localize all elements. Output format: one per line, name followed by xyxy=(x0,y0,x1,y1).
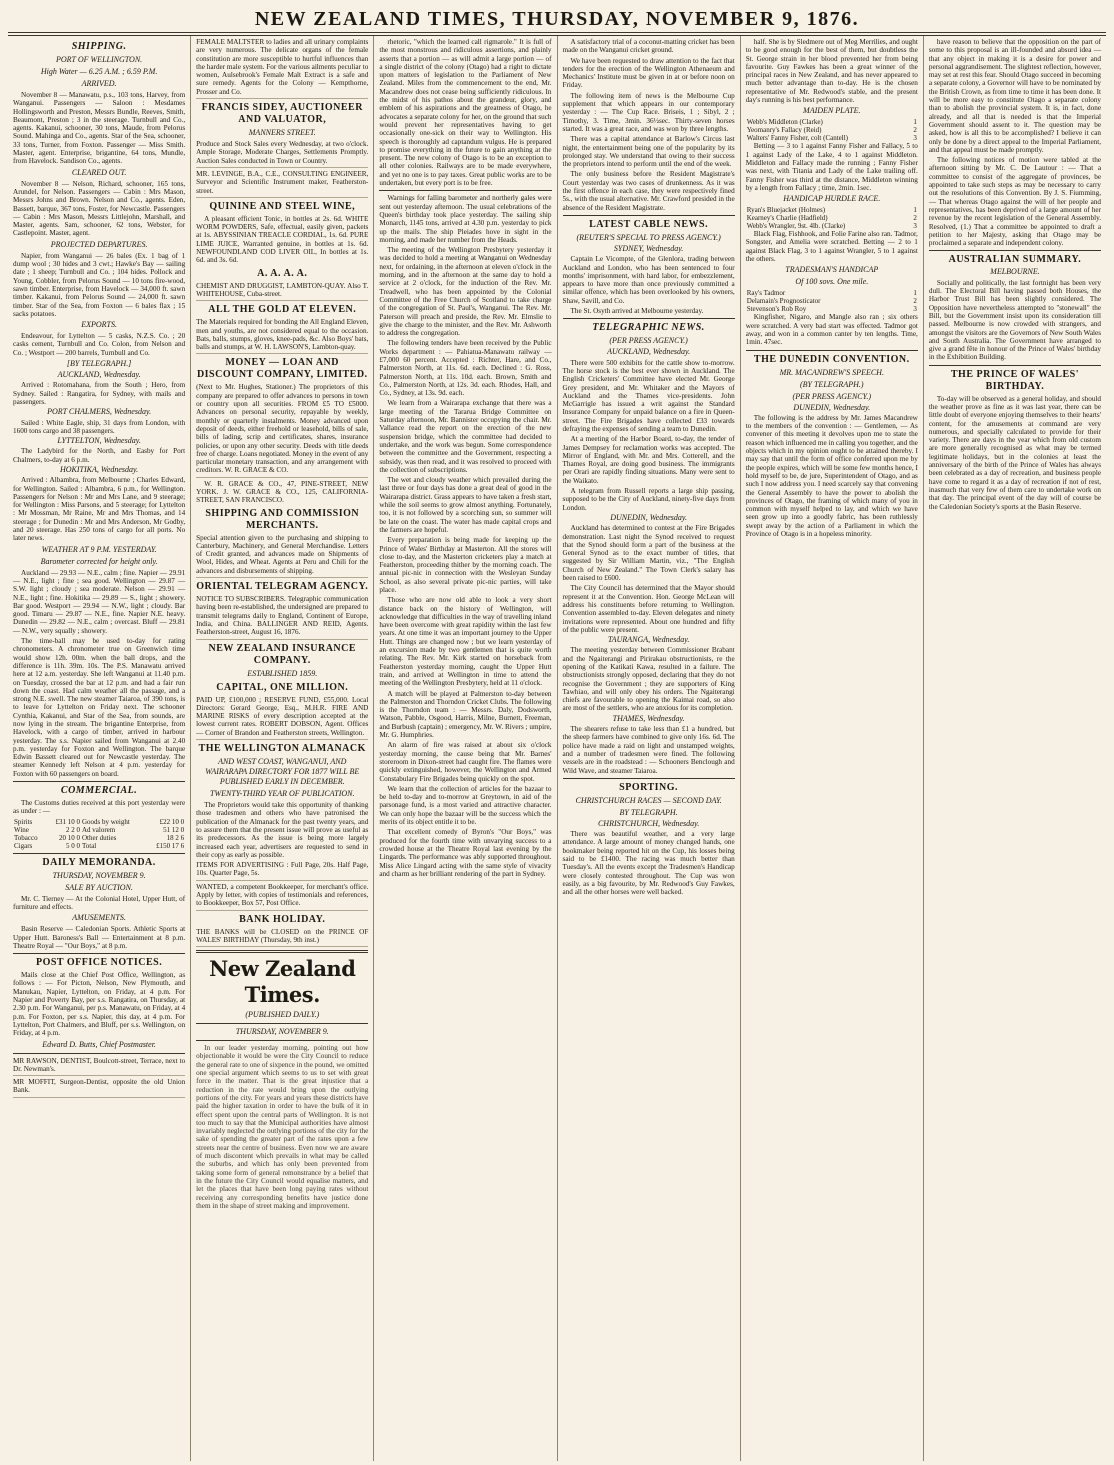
customs-row-cell: Wine xyxy=(14,825,29,834)
exports-text: Endeavour, for Lyttelton — 5 casks, N.Z.S. Co. ; 20 casks cement, Turnbull and Co. Colon, from Nelson and Co. ; Westport — 200 barrels, Turnbull and Co. xyxy=(13,332,186,357)
maiden-plate-text: Betting — 3 to 1 against Fanny Fisher and Fallacy, 5 to 1 against Lady of the Lake, 4 to 1 against Middleton. Middleton and Fallacy made the running ; Fanny Fisher was next, with Titania and Lady of the Lake trailing off. Fanny Fisher was third at the distance, Middleton winning by a length from Fallacy ; time, 2min. 1sec. xyxy=(745,142,918,192)
editorial-text: In our leader yesterday morning, pointing out how objectionable it would be were the City Council to reduce the general rate to one of sixpence in the pound, we omitted one special argument which seems to us to set with great force in the matter. That is the great injustice that a reduction in the rate would bring upon the outlying portions of the city. For years and years these districts have paid the higher taxation in order to have the bulk of it in effect spent upon the central parts of Wellington. It is not too much to say that the Municipal authorities have almost invariably neglected the outlying portions of the city for the sake of spending the greater part of the rates upon a few streets near the centre of business. Even now we are aware of much discontent which prevails in what may be called the suburbs, and which has only been prevented from taking some form of general remonstrance by a belief that in the future the City Council would equalise matters, and let the places that have been long paying rates without receiving any corresponding benefits have justice done them in the shape of street making and improvement. xyxy=(196,1044,369,1210)
divider xyxy=(563,778,735,779)
fire-alarm-text: An alarm of fire was raised at about six o'clock yesterday morning, the cause being that Mr. Barnes' storeroom in Dixon-street had caught fire. The flames were quickly extinguished, however, the Wellington and Armed Constabulary Fire Brigades being quickly on the spot. xyxy=(379,741,552,783)
australian-summary-text: Socially and politically, the last fortnight has been very dull. The Electoral Bill having passed both Houses, the Harbor Trust Bill has been slightly considered. The Opposition have nevertheless attempted to "stonewall" the Bill, but the Government insist upon its consideration till passed. Melbourne is now crowded with strangers, and amongst the visitors are the Governors of New South Wales and South Australia. The Government have arranged to give a grand fête in honour of the Prince of Wales' birthday in the Exhibition Building. xyxy=(928,278,1102,362)
cable-text: Captain Le Vicompte, of the Glenlora, trading between Auckland and London, who has been sentenced to four months' imprisonment, with hard labor, for embezzlement, appears to have more than once previously committed a similar offence, which has been overlooked by his owners, Shaw, Savill, and Co. xyxy=(562,255,735,305)
customs-row-cell: £22 10 0 xyxy=(159,817,185,826)
customs-row-cell: Cigars xyxy=(14,841,33,850)
editorial-continued: rhetoric, "which the learned call rigmarole." It is full of the most monstrous and ridiculous assertions, and plainly asserts that a portion — as will admit a large portion — of a single district of the colony (Otago) had a right to dictate upon matters of legislation to the Parliament of New Zealand. Miles from the commencement to the end, Mr. Macandrew does not cease being sufficiently ridiculous. In the midst of his pathos about the grandeur, glory, and emblem of his aspirations and the greatness of Otago, he advocates a separate colony for her, on the ground that such would prevent her representatives having to get occasionally one-sick on their way to Wellington. His speech is thoroughly ad captandum vulgus. He is prepared to promise everything in the future to gain anything at the present. The new colony of Otago is to be an exception to all other colonies. Railways are to be made everywhere, and yet no one is to pay taxes. Great public works are to be undertaken, but every port is to be free. xyxy=(379,38,552,188)
customs-row-cell: 18 2 6 xyxy=(166,833,185,842)
auckland-news-text: There were 500 exhibits for the cattle show to-morrow. The horse stock is the best ever shown in Auckland. The English Cricketers' Committee have elected Mr. George Grey president, and Mr. Whitaker and the Mayors of Auckland and the Thames vice-presidents. John McGarrigle has issued a writ against the Standard Insurance Company for unpaid balance on a fire in Queen-street. The Fire Brigades have collected £33 towards defraying the expenses of sending a team to Dunedin. xyxy=(562,358,735,433)
arrivals-text: November 8 — Manawatu, p.s., 103 tons, Harvey, from Wanganui. Passengers — Saloon : Mesdames Hollingsworth and Preston, Messrs Bundle, Reeves, Smith, Beaumont, Preston ; 3 in the steerage. Turnbull and Co., agents. Kakanui, schooner, 30 tons, Maude, from Pelorus Sound. Mahinga and Co., agents. Star of the Sea, schooner, 33 tons, Turner, from Foxton. Passenger — Miss Smith. Master, agent. Enterprise, brigantine, 64 tons, Mundle, from Havelock. Sandison Co., agents. xyxy=(13,91,186,166)
telegraphic-news-source: (PER PRESS AGENCY.) xyxy=(609,336,688,346)
arrived-heading: ARRIVED. xyxy=(81,79,117,88)
result-row-cell: 2 xyxy=(913,126,917,135)
convention-dateline: DUNEDIN, Wednesday. xyxy=(793,402,871,412)
result-row-cell: 1 xyxy=(913,289,917,298)
sidey-ad-text: Produce and Stock Sales every Wednesday, at two o'clock. Ample Storage, Moderate Charges, Settlements Promptly. Auction Sales conducted in Town or Country. xyxy=(196,140,368,168)
post-office-signature: Edward D. Butts, Chief Postmaster. xyxy=(42,1039,156,1049)
eleven-ad-text: The Materials required for bonding the All England Eleven, men and youths, are not considered equal to the occasion. Bats, balls, stumps, gloves, knee-pads, &c. Also Boys' bats, balls and stumps, at W. H. LAWSON'S, Lambton-quay. xyxy=(196,318,368,354)
result-row-cell: Walters' Fanny Fisher, colt (Cantell) xyxy=(746,134,848,143)
convention-subheading: MR. MACANDREW'S SPEECH. xyxy=(779,367,884,377)
result-row-cell: Stevenson's Rob Roy xyxy=(746,305,807,314)
result-row-cell: 1 xyxy=(913,118,917,127)
convention-resolutions: The following notices of motion were tabled at the afternoon sitting by Mr. C. De Lautour : — That a committee to consist of the aggregate of provinces, be appointed to take such steps as may be necessary to carry out the resolutions of this Convention. By J. S. Fiumming, — That whereas Otago against the will of her people and representatives, has been deprived of a large amount of her revenue by the recent legislation of the General Assembly. Resolved, (1.) That a committee be appointed to draft a petition to her Majesty, asking that Otago may be proclaimed a separate and independent colony. xyxy=(928,156,1102,248)
cricket-match-text: A match will be played at Palmerston to-day between the Palmerston and Thorndon Cricket Clubs. The following is the Thorndon team : — Messrs. Daly, Dodsworth, Watson, Pabble, Osgood, Harris, Milne, Burnett, Freeman, and Burbush (captain) ; emergency, Mr. W. Rivers ; umpire, Mr. G. Humphries. xyxy=(379,689,552,740)
australian-summary-dateline: MELBOURNE. xyxy=(990,267,1040,277)
levinge-ad: MR. LEVINGE, B.A., C.E., CONSULTING ENGINEER, Surveyor and Scientific Instrument maker, Featherston-street. xyxy=(196,170,368,198)
prince-birthday-text: To-day will be observed as a general holiday, and should the weather prove as fine as it was last year, there can be little doubt of everyone enjoying themselves to their hearts' content, for the amusements at command are very numerous, and specially calculated to provide for their variety. There are days in the year which from old custom are more generally recognised as what may be termed legitimate holidays, but in the colonies at least the anniversary of the birth of the Prince of Wales has always been celebrated as a day of recreation, and business people have come to regard it as a day of recreation if not of rest, inasmuch that very few of them care to undertake work on that day. The principal event of the day will of course be the Caledonian Society's sports at the Basin Reserve. xyxy=(928,394,1102,511)
melbourne-cup-text: The following item of news is the Melbourne Cup supplement that which appears in our contemporary yesterday : — The Cup Race. Briseis, 1 ; Sibyl, 2 ; Timothy, 3. Time, 3min. 36½sec. Thirty-seven horses started. It was a great race, and was won by three lengths. xyxy=(562,91,735,133)
russell-text: A telegram from Russell reports a large ship passing, supposed to be the City of Auckland, ninety-five days from London. xyxy=(562,487,735,512)
birthday-preparations-text: Every preparation is being made for keeping up the Prince of Wales' Birthday at Masterton. All the stores will close to-day, and the Masterton cricketers play a match at Featherston, proceeding thither by the morning coach. The annual pic-nic in connection with the Wesleyan Sunday School, as also several private pic-nic parties, will take place. xyxy=(379,536,552,594)
hokitika-dateline: HOKITIKA, Wednesday. xyxy=(60,464,139,474)
high-water: High Water — 6.25 A.M. ; 6.59 P.M. xyxy=(40,67,158,76)
divider xyxy=(196,1023,368,1024)
dunedin-news-text: Auckland has determined to contest at the Fire Brigades demonstration. Last night the Synod received to request that the Synod should form a part of the business at the General Synod as to the exact number of titles, that suggested by Sir William Martin, viz., "The English Church of New Zealand." The Town Clerk's salary has been raised to £600. xyxy=(562,524,735,583)
cricket-trial-text: A satisfactory trial of a coconut-matting cricket has been made on the Wanganui cricket ground. xyxy=(562,38,735,55)
storm-warning-text: Warnings for falling barometer and northerly gales were sent out yesterday afternoon. The usual celebrations of the Queen's birthday took place yesterday. The sailing ship Monarch, 1145 tons, arrived at 4.30 p.m. yesterday to pick up the mails. The ship Pleiades hove in sight in the morning, and made her number from the Heads. xyxy=(379,194,552,244)
divider xyxy=(563,318,735,319)
court-text: The only business before the Resident Magistrate's Court yesterday was two cases of drunkenness. As it was the first offence in each case, they were respectively fined 5s., with the usual alternative. Mr. Crawford presided in the absence of the Resident Magistrate. xyxy=(562,170,735,212)
amusements-text: Basin Reserve — Caledonian Sports. Athletic Sports at Upper Hutt. Baroness's Ball — Entertainment at 8 p.m. Theatre Royal — "Our Boys," at 8 p.m. xyxy=(13,925,186,950)
dunedin-news-dateline: DUNEDIN, Wednesday. xyxy=(610,512,687,522)
memoranda-heading: DAILY MEMORANDA. xyxy=(42,856,156,868)
projected-text: Napier, from Wanganui — 26 bales (Ex. 1 bag of 1 dump wool ; 30 hides and 3 cwt.; Hawke's Bay — sailing date ; 1 sheep; Turnbull and Co. ; 104 hides. Pollock and Young, Cobbler, from Pelorus Sound — 10 tons fire-wood, sawn timber. Enterprise, from Havelock — 34,000 ft. sawn timber. Kakanui, from Pelorus Sound — 24,000 ft. sawn timber. Star of the Sea, from Foxton — 6 bales flax ; 15 sacks potatoes. xyxy=(13,251,186,318)
lyttelton-dateline: LYTTELTON, Wednesday. xyxy=(57,436,141,446)
hurdle-race-heading: HANDICAP HURDLE RACE. xyxy=(783,194,881,204)
result-row-cell: Ryan's Bluejacket (Holmes) xyxy=(746,206,826,215)
column-2 xyxy=(191,36,374,1461)
result-row-cell: Kearney's Charlie (Hadfield) xyxy=(746,214,828,223)
thames-text: The shearers refuse to take less than £1 a hundred, but the sheep farmers have combined to give only 16s. 6d. The police have made a raid on light and unstamped weights, and a number of tradesmen were fined. The following vessels are in the roadstead : — Schooners Benclough and Wild Wave, and steamer Taiaroa. xyxy=(562,725,735,775)
divider xyxy=(13,853,185,854)
insurance-ad-text: PAID UP, £100,000 ; RESERVE FUND, £55,000. Local Directors: Gerard George, Esq., M.H.R. FIRE AND MARINE RISKS of every description accepted at the lowest current rates. ROBERT DOBSON, Agent. Offices — Corner of Brandon and Featherston streets, Wellington. xyxy=(196,696,368,740)
wanted-ad: WANTED, a competent Bookkeeper, for merchant's office. Apply by letter, with copies of testimonials and references, to Bookkeeper, Box 57, Post Office. xyxy=(196,883,368,911)
money-ad-heading: MONEY — LOAN AND DISCOUNT COMPANY, LIMITED. xyxy=(196,357,368,381)
editorial-date: THURSDAY, NOVEMBER 9. xyxy=(235,1027,329,1037)
weather-heading: WEATHER AT 9 P.M. YESTERDAY. xyxy=(41,544,157,554)
customs-table xyxy=(13,818,185,850)
commercial-heading: COMMERCIAL. xyxy=(60,785,138,797)
result-row-cell: Yeomanry's Fallacy (Reid) xyxy=(746,126,822,135)
city-council-text: The City Council has determined that the Mayor should represent it at the Convention. Hon. George McLean will address his constituents before returning to Wellington. Convention assembled to-day. Eleven delegates and ninety invitations were represented. About one hundred and fifty of the public were present. xyxy=(562,584,735,634)
customs-row-cell: £150 17 6 xyxy=(156,841,185,850)
aaaa-ad-heading: A. A. A. A. xyxy=(257,267,308,279)
telegraphic-news-heading: TELEGRAPHIC NEWS. xyxy=(592,322,705,334)
masthead: NEW ZEALAND TIMES, THURSDAY, NOVEMBER 9, 1876. xyxy=(8,6,1106,33)
quinine-ad-text: A pleasant efficient Tonic, in bottles at 2s. 6d. WHITE WORM POWDERS, Safe, effectual, easily given, packets at 1s. ABYSSINIAN TREACLE CORDIAL, 1s. 6d. PURE LIME JUICE, Warranted genuine, in bottles at 1s. 6d. NEWFOUNDLAND COD LIVER OIL, In bottles at 1s. 6d. and 3s. 6d. xyxy=(196,214,369,265)
customs-row-cell: 20 10 0 xyxy=(58,833,80,842)
divider xyxy=(13,1053,185,1054)
tradesman-handicap-subheading: Of 100 sovs. One mile. xyxy=(795,277,869,287)
result-row-cell: Ray's Tadmor xyxy=(746,289,786,298)
divider xyxy=(196,950,368,953)
telegram-agency-heading: ORIENTAL TELEGRAM AGENCY. xyxy=(196,581,369,593)
customs-row xyxy=(13,818,185,826)
races-text: There was beautiful weather, and a very large attendance. A large amount of money changed hands, one bookmaker being reported hit on the Cup, his losses being said to be £1400. The racing was much better than Tuesday's. All the events except the Tradesmen's Handicap were closely contested throughout. The Cup was won easily, as a big favourite, by Mr. Redwood's Guy Fawkes, and all the other horses were well backed. xyxy=(562,830,735,897)
almanack-ad-text: The Proprietors would take this opportunity of thanking those tradesmen and others who have patronised the publication of the Almanack for the past twenty years, and to assure them that the present issue will prove as useful as its predecessors. As the issue is being more largely increased each year, advertisers are requested to send in their copy as early as possible. xyxy=(196,801,369,859)
sales-text: Mr. C. Tierney — At the Colonial Hotel, Upper Hutt, of furniture and effects. xyxy=(13,894,186,911)
port-chalmers-text: Sailed : White Eagle, ship, 31 days from London, with 1600 tons cargo and 38 passengers. xyxy=(13,418,186,435)
result-row xyxy=(746,126,918,134)
result-row-cell: Webb's Middleton (Clarke) xyxy=(746,118,823,127)
divider xyxy=(196,1040,368,1041)
telegraph-heading: [BY TELEGRAPH.] xyxy=(66,359,132,369)
result-row-cell: 1 xyxy=(913,206,917,215)
column-4 xyxy=(558,36,741,1461)
customs-row-cell: Spirits xyxy=(14,817,33,826)
result-row xyxy=(746,206,918,214)
customs-row-cell: Total xyxy=(81,841,97,850)
result-row-cell: 3 xyxy=(913,222,917,231)
column-6 xyxy=(924,36,1106,1461)
theatre-text: That excellent comedy of Byron's "Our Boys," was produced for the fourth time with unvarying success to a crowded house at the Theatre Royal last evening by the Lingards. The performance was ably supported throughout. Miss Alice Lingard acting with the same style of vivacity and charm as her brilliant rendering of the part in Sydney. xyxy=(379,828,552,878)
columns xyxy=(8,35,1106,1461)
maiden-plate-heading: MAIDEN PLATE. xyxy=(803,106,861,116)
customs-row-cell: 5 0 0 xyxy=(65,841,80,850)
result-row xyxy=(746,289,918,297)
result-row-cell: 3 xyxy=(913,134,917,143)
female-maltster-ad: FEMALE MALTSTER to ladies and all urinary complaints are very numerous. The delicate organs of the female constitution are more susceptible to hurtful influences than the harder male system. For the various ailments peculiar to women, Aulsebrook's Female Malt Extract is a safe and sure remedy. Agents for the Colony — Kempthorne, Prosser and Co. xyxy=(196,38,368,99)
shipping-merchants-text: Special attention given to the purchasing and shipping to Canterbury, Machinery, and General Merchandise. Letters of Credit granted, and advances made on Shipments of Wool, Hides, and Wheat. Agents at Peru and Chili for the advances and disbursements of shipping. xyxy=(196,534,368,578)
prince-birthday-heading: THE PRINCE OF WALES' BIRTHDAY. xyxy=(950,368,1079,392)
cable-text-2: The St. Osyth arrived at Melbourne yesterday. xyxy=(570,307,704,316)
almanack-rates: ITEMS FOR ADVERTISING : Full Page, 20s. Half Page, 10s. Quarter Page, 5s. xyxy=(196,861,368,881)
tradesman-handicap-text: Kingfisher, Nigaro, and Mangle also ran ; six others were scratched. A very bad start was effected. Tadmor got away, and won in a common canter by ten lengths. Time, 1min. 47sec. xyxy=(745,313,918,347)
tradesman-handicap-heading: TRADESMAN'S HANDICAP xyxy=(785,265,879,275)
cleared-heading: CLEARED OUT. xyxy=(71,167,127,177)
result-row xyxy=(746,305,918,313)
hurdle-race-results xyxy=(746,206,918,230)
bazaar-text: We learn that the collection of articles for the bazaar to be held to-day and to-morrow at Greytown, in aid of the parsonage fund, is a most varied and attractive character. We can only hope the bazaar will be the success which the merits of its object entitle it to be. xyxy=(379,784,552,827)
auckland-text: Arrived : Rotomahana, from the South ; Hero, from Sydney. Sailed : Rangatira, for Sydney, with mails and passengers. xyxy=(13,381,186,406)
races-heading: CHRISTCHURCH RACES — SECOND DAY. xyxy=(575,795,722,805)
shipping-notes: The time-ball may be used to-day for rating chronometers. A chronometer true on Greenwich time would show 12h. 00m. when the ball drops, and the difference is 11h. 39m. 10s. The P.S. Manawatu arrived here at 12 a.m. yesterday. She left Wanganui at 11.40 p.m. on Tuesday, crossed the bar at 12 p.m. and had a fair run down the coast. Had calm weather all the passage, and a strong N.E. swell. The new steamer Taiaroa, of 390 tons, is to leave for Lyttelton on Friday next. The schooner Cynthia, Kakanui, and Star of the Sea, from sounds, are now lying in the stream. The brigantine Enterprise, from Havelock, with a cargo of timber, arrived in harbour yesterday. The s.s. Napier sailed from Wanganui at 2.40 p.m. yesterday for Foxton and Wellington. The barque Edwin Bassett cleared out for Newcastle yesterday. The steamer Kennedy left Nelson at 4 p.m. yesterday for Foxton with 60 passengers on board. xyxy=(13,637,186,778)
customs-row-cell: 2 2 0 xyxy=(65,825,80,834)
customs-row xyxy=(13,842,185,850)
memoranda-date: THURSDAY, NOVEMBER 9. xyxy=(52,870,146,880)
convention-heading: THE DUNEDIN CONVENTION. xyxy=(753,353,910,365)
customs-row xyxy=(13,834,185,842)
divider xyxy=(929,250,1101,251)
result-row xyxy=(746,118,918,126)
convention-text: The following is the address by Mr. James Macandrew to the members of the convention : — Gentlemen, — As convener of this meeting it devolves upon me to state the reason which influenced me in calling you together, and the objects which in my opinion ought to be attained thereby. I may say that until the form of office conferred upon me by the people expires, which will be some few months hence, I hold myself to be, de jure, Superintendent of Otago, and as such I now address you. I need scarcely say that convening the General Assembly to have the power to abolish the provinces of Otago, the framing of which many of you in common with myself helped to lay, and which we have seen grow up into a goodly fabric, has been ruthlessly swept away by the action of a Parliament in which the Province of Otago is in a hopeless minority. xyxy=(745,413,918,538)
port-heading: PORT OF WELLINGTON. xyxy=(56,55,143,64)
cable-news-heading: LATEST CABLE NEWS. xyxy=(589,218,709,230)
projected-heading: PROJECTED DEPARTURES. xyxy=(50,239,148,249)
quinine-ad-heading: QUININE AND STEEL WINE, xyxy=(209,200,356,212)
convention-continued: have reason to believe that the opposition on the part of some to this proposal is an ill-founded and absurd idea — that any object in making it is a desire for power and personal aggrandisement. The slightest reflection, however, may set at rest this fear. Should Otago succeed in becoming a separate colony, a Governor will have to be nominated by the British Crown, as from time to time it has been done. It will be more easy to constitute Otago a separate colony than to abolish the provincial system. It is, in fact, done already, and all that is needed is that the Imperial Government should assent to it. The question may be asked, how is all this to be accomplished? I believe it can only be done by a direct appeal to the Imperial Parliament, and that appeal must be made promptly. xyxy=(928,38,1102,154)
sporting-heading: SPORTING. xyxy=(619,781,679,793)
exports-heading: EXPORTS. xyxy=(81,320,117,330)
races-source: BY TELEGRAPH. xyxy=(619,807,678,817)
column-3 xyxy=(374,36,557,1461)
divider xyxy=(13,781,185,782)
almanack-year: TWENTY-THIRD YEAR OF PUBLICATION. xyxy=(210,789,355,799)
convention-source: (PER PRESS AGENCY.) xyxy=(792,391,871,401)
bank-holiday-heading: BANK HOLIDAY. xyxy=(239,913,326,925)
circus-text: There was a capital attendance at Barlow's Circus last night, the entertainment being one of the popularity by its prolonged stay. We understand that owing to their success the proprietors intend to perform until the end of the week. xyxy=(562,135,735,169)
bank-holiday-text: THE BANKS will be CLOSED on the PRINCE OF WALES' BIRTHDAY (Thursday, 9th inst.) xyxy=(196,928,368,948)
result-row xyxy=(746,214,918,222)
sidey-ad-subheading: MANNERS STREET. xyxy=(248,128,316,138)
auckland-news-dateline: AUCKLAND, Wednesday. xyxy=(607,347,691,357)
customs-row-cell: Tobacco xyxy=(14,833,38,842)
hurdle-race-text: Black Flag, Fishhook, and Folie Farine also ran. Tadmor, Songster, and Amelia were scratched. Betting — 2 to 1 against Black Flag, 3 to 1 against Wrangler, 5 to 1 against the others. xyxy=(745,230,918,264)
cable-news-source: (REUTER'S SPECIAL TO PRESS AGENCY.) xyxy=(576,232,721,242)
customs-row-cell: Ad valorem xyxy=(81,825,116,834)
bridge-committee-text: We learn from a Wairarapa exchange that there was a large meeting of the Tararua Bridge Committee on Saturday afternoon, Mr. Bannister occupying the chair. Mr. Vallance read the report on the erection of the new suspension bridge, which the committee had decided to undertake, and the work was begun. Some correspondence between the committee and the Government, respecting a subsidy, was then read, and it was resolved to proceed with the collection of subscriptions. xyxy=(379,399,552,474)
post-office-heading: POST OFFICE NOTICES. xyxy=(35,957,163,969)
divider xyxy=(379,190,551,191)
result-row-cell: Delamain's Prognosticator xyxy=(746,297,821,306)
result-row xyxy=(746,297,918,305)
thames-dateline: THAMES, Wednesday. xyxy=(612,713,685,723)
travel-history-text: Those who are now old able to look a very short distance back on the history of Wellington, will acknowledge that difficulties in the way of travelling inland have been overcome with great rapidity within the last few years. At one time it was an important journey to the Upper Hutt. Things are changed now ; but we learn yesterday of an excursion made by two gentlemen that is quite worth relating. The Rev. Mr. Kirk started on horseback from Featherston yesterday morning, caught the Upper Hutt train, and arrived at Wellington in time to attend the meeting of the Wellington Presbytery, held at 11 o'clock. xyxy=(379,596,552,688)
customs-row xyxy=(13,826,185,834)
sales-heading: SALE BY AUCTION. xyxy=(65,882,133,892)
race-report-text: half. She is by Sledmere out of Meg Merrilies, and ought to be good enough for the best of them, but doubtless the St. George strain in her blood prevented her from being favourite. Guy Fawkes has been a great winner of the principal races in New Zealand, and has never appeared to much better advantage than to-day. He is the chosen representative of Mr. Redwood's stable, and the present day's running is his best performance. xyxy=(745,38,918,105)
published-daily: (PUBLISHED DAILY.) xyxy=(245,1010,320,1020)
weather-text: Auckland — 29.93 — N.E., calm ; fine. Napier — 29.91 — N.E., light ; fine ; sea good. Wellington — 29.87 — S.W. light ; cloudy ; sea moderate. Nelson — 29.91 — N.E., light ; fine. Hokitika — 29.89 — S., light ; showery. Bar good. Westport — 29.94 — N.W., light ; cloudy. Bar good. Timaru — 29.87 — N.E., fine. Napier N.E. heavy. Dunedin — 29.82 — N.E., calm ; overcast. Bluff — 29.81 — N.W., very squally ; showery. xyxy=(13,568,186,635)
divider xyxy=(746,350,918,351)
insurance-ad-heading: NEW ZEALAND INSURANCE COMPANY. xyxy=(208,642,357,666)
shipping-merchants-heading: SHIPPING AND COMMISSION MERCHANTS. xyxy=(205,507,360,531)
insurance-capital: CAPITAL, ONE MILLION. xyxy=(216,681,349,693)
cable-dateline: SYDNEY, Wednesday. xyxy=(613,243,684,253)
hokitika-text: Arrived : Albambra, from Melbourne ; Charles Edward, for Wellington. Sailed : Albambra, 6 p.m., for Wellington. Passengers for Nelson : Mr and Mrs Lane, and 9 steerage; for Wellington : Miss Parsons, and 5 steerage; for Lyttelton : Mr Mossman, Mr Raine, Mr and Mrs Thomas, and 14 steerage ; for Dunedin : Mr and Mrs Anderson, Mr Godby, and 20 steerage. Has 250 tons of cargo for all ports. No later news. xyxy=(13,476,186,543)
weather-subheading: Barometer corrected for height only. xyxy=(40,556,158,566)
money-ad-text: (Next to Mr. Hughes, Stationer.) The proprietors of this company are prepared to offer advances to persons in town or country upon all securities. FROM £5 TO £5000. Advances on personal security, repayable by weekly, monthly or quarterly instalments. Money advanced upon deposit of deeds, either freehold or leasehold, bills of sale, bills of lading, scrip and certificates, shares, insurance policies, or upon any other security. Deeds with title deeds free of charge. Loans negotiated. Money in the event of any particular monetary transaction, and any arrangement with creditors. W. R. GRACE & CO. xyxy=(196,383,368,477)
lyttelton-text: The Ladybird for the North, and Easby for Port Chalmers, to-day at 6 p.m. xyxy=(13,447,186,464)
dentist-moffit-ad: MR MOFFIT, Surgeon-Dentist, opposite the old Union Bank. xyxy=(13,1078,185,1098)
customs-row-cell: Other duties xyxy=(81,833,117,842)
customs-row-cell: £31 10 0 xyxy=(55,817,80,826)
result-row xyxy=(746,134,918,142)
tauranga-dateline: TAURANGA, Wednesday. xyxy=(607,635,690,645)
result-row-cell: 2 xyxy=(913,214,917,223)
amusements-heading: AMUSEMENTS. xyxy=(72,913,126,923)
tauranga-text: The meeting yesterday between Commissioner Brabant and the Ngaiterangi and Pirirakau obstructionists, re the opening of the Katikati Kawa, resulted in a failure. The obstructionists strongly opposed, declaring that they do not recognise the Government ; they are supporters of King Tawhiao, and will only obey his orders. The Ngaiterangi chiefs are favourable to opening the Kaimai road, so also are most of the settlers, who are anxious for its completion. xyxy=(562,646,735,713)
australian-summary-heading: AUSTRALIAN SUMMARY. xyxy=(948,254,1082,266)
shipping-heading: SHIPPING. xyxy=(71,41,127,52)
result-row-cell: 2 xyxy=(913,297,917,306)
grace-ad-text: W. R. GRACE & CO., 47, PINE-STREET, NEW YORK. J. W. GRACE & CO., 125, CALIFORNIA-STREET, SAN FRANCISCO. xyxy=(196,479,369,505)
nameplate: New Zealand Times. xyxy=(209,956,356,1008)
result-row-cell: 3 xyxy=(913,305,917,314)
insurance-established: ESTABLISHED 1859. xyxy=(247,668,318,678)
column-1 xyxy=(8,36,191,1461)
cleared-text: November 8 — Nelson, Richard, schooner, 165 tons, Arundel, for Nelson. Passengers — Cabin : Mrs Mason, Messrs Johns and Brown. Nelson and Co., agents. Eden, Bassett, barque, 367 tons, Foster, for Newcastle. Passengers — Cabin : Mrs Mason, Messrs Littlejohn, Marshall, and Master, agents. Sam, schooner, 62 tons, Webster, for Castlepoint. Master, agent. xyxy=(13,179,186,238)
chemist-ad: CHEMIST AND DRUGGIST, LAMBTON-QUAY. Also T. WHITEHOUSE, Cuba-street. xyxy=(196,282,368,302)
post-office-text: Mails close at the Chief Post Office, Wellington, as follows : — For Picton, Nelson, New Plymouth, and Manukau, Napier, Lyttelton, on Friday, at 4 p.m. For Napier and Poverty Bay, per s.s. Rangatira, on Thursday, at 2.30 p.m. For Wanganui, per p.s. Manawatu, on Friday, at 4 p.m. For Foxton, per s.s. Napier, this day, at 4 p.m. For Lyttelton, Port Chalmers, and Bluff, per s.s. Wellington, on Friday, at 4 p.m. xyxy=(13,971,186,1038)
tenders-text: The following tenders have been received by the Public Works department : — Pahiatua-Manawatu railway — £7,000 60 percent. Accepted : Richter, Hare, and Co., Palmerston North, at 11s. 6d. each. Declined : G. Ross, Palmerston North, at 11s. 10d. each. Brown, Smith and Co., Palmerston North, at 12s. 3d. each. Rhodes, Hall, and Co., Sydney, at 13s. 9d. each. xyxy=(379,339,552,398)
almanack-ad-heading: THE WELLINGTON ALMANACK xyxy=(198,743,366,755)
column-5 xyxy=(741,36,924,1461)
customs-row-cell: 51 12 0 xyxy=(163,825,185,834)
customs-row-cell: Goods by weight xyxy=(81,817,130,826)
harbor-board-text: At a meeting of the Harbor Board, to-day, the tender of James Dempsey for reclamation works was accepted. The Mirror of England, with Mr. and Mrs. Cotterell, and the Thames Royal, are doing good business. The immigrants per Orari are rapidly finding situations. Many were sent to the Waikato. xyxy=(562,435,735,485)
divider xyxy=(563,215,735,216)
weather-report-text: The wet and cloudy weather which prevailed during the last three or four days has done a great deal of good in the Wairarapa district. Grass appears to have taken a fresh start, while the soil seems to grow almost anything. Fortunately, too, it is not followed by a scorching sun, so summer will be late on the coast. The water has made capital crops and the farmers are hopeful. xyxy=(379,476,552,534)
dentist-rawson-ad: MR RAWSON, DENTIST, Boulcott-street, Terrace, next to Dr. Newman's. xyxy=(13,1057,185,1077)
auckland-dateline: AUCKLAND, Wednesday. xyxy=(57,370,141,380)
telegram-agency-text: NOTICE TO SUBSCRIBERS. Telegraphic communication having been re-established, the undersigned are prepared to transmit telegrams daily to England, Continent of Europe, India, and China. BALLINGER AND REID, Agents. Featherston-street, August 16, 1876. xyxy=(196,595,368,639)
sidey-ad-heading: FRANCIS SIDEY, AUCTIONEER AND VALUATOR, xyxy=(201,102,363,126)
port-chalmers-dateline: PORT CHALMERS, Wednesday. xyxy=(47,407,152,417)
races-dateline: CHRISTCHURCH, Wednesday. xyxy=(597,818,700,828)
divider xyxy=(13,953,185,954)
divider xyxy=(929,365,1101,366)
maiden-plate-results xyxy=(746,118,918,142)
customs-text: The Customs duties received at this port yesterday were as under : — xyxy=(13,799,186,816)
presbytery-text: The meeting of the Wellington Presbytery yesterday it was decided to hold a meeting at Wanganui on Wednesday next, for ordaining, in the afternoon at eleven o'clock in the morning, and in the afternoon at the same day to hold a service at 2 o'clock, for the induction of the Rev. Mr. Treadwell, who has been appointed by the Colonial Committee of the Free Church of Scotland to take charge of the congregation of St. Paul's, Wanganui. The Rev. Mr. Paterson will preach and preside, the Rev. Mr. Elmslie to give the charge to the minister, and the Rev. Mr. Ashworth to address the congregation. xyxy=(379,246,552,338)
result-row xyxy=(746,222,918,230)
convention-telegraph: (BY TELEGRAPH.) xyxy=(799,379,864,389)
eleven-ad-heading: ALL THE GOLD AT ELEVEN. xyxy=(208,304,357,316)
tradesman-handicap-results xyxy=(746,289,918,313)
almanack-ad-subheading: AND WEST COAST, WANGANUI, AND WAIRARAPA DIRECTORY FOR 1877 WILL BE PUBLISHED EARLY IN DECEMBER. xyxy=(205,757,360,787)
athenaeum-tenders-text: We have been requested to draw attention to the fact that tenders for the erection of the Wellington Athenaeum and Mechanics' Institute must be given in at or before noon on Friday. xyxy=(562,56,735,90)
result-row-cell: Webb's Wrangler, 9st. 4lb. (Clarke) xyxy=(746,222,846,231)
